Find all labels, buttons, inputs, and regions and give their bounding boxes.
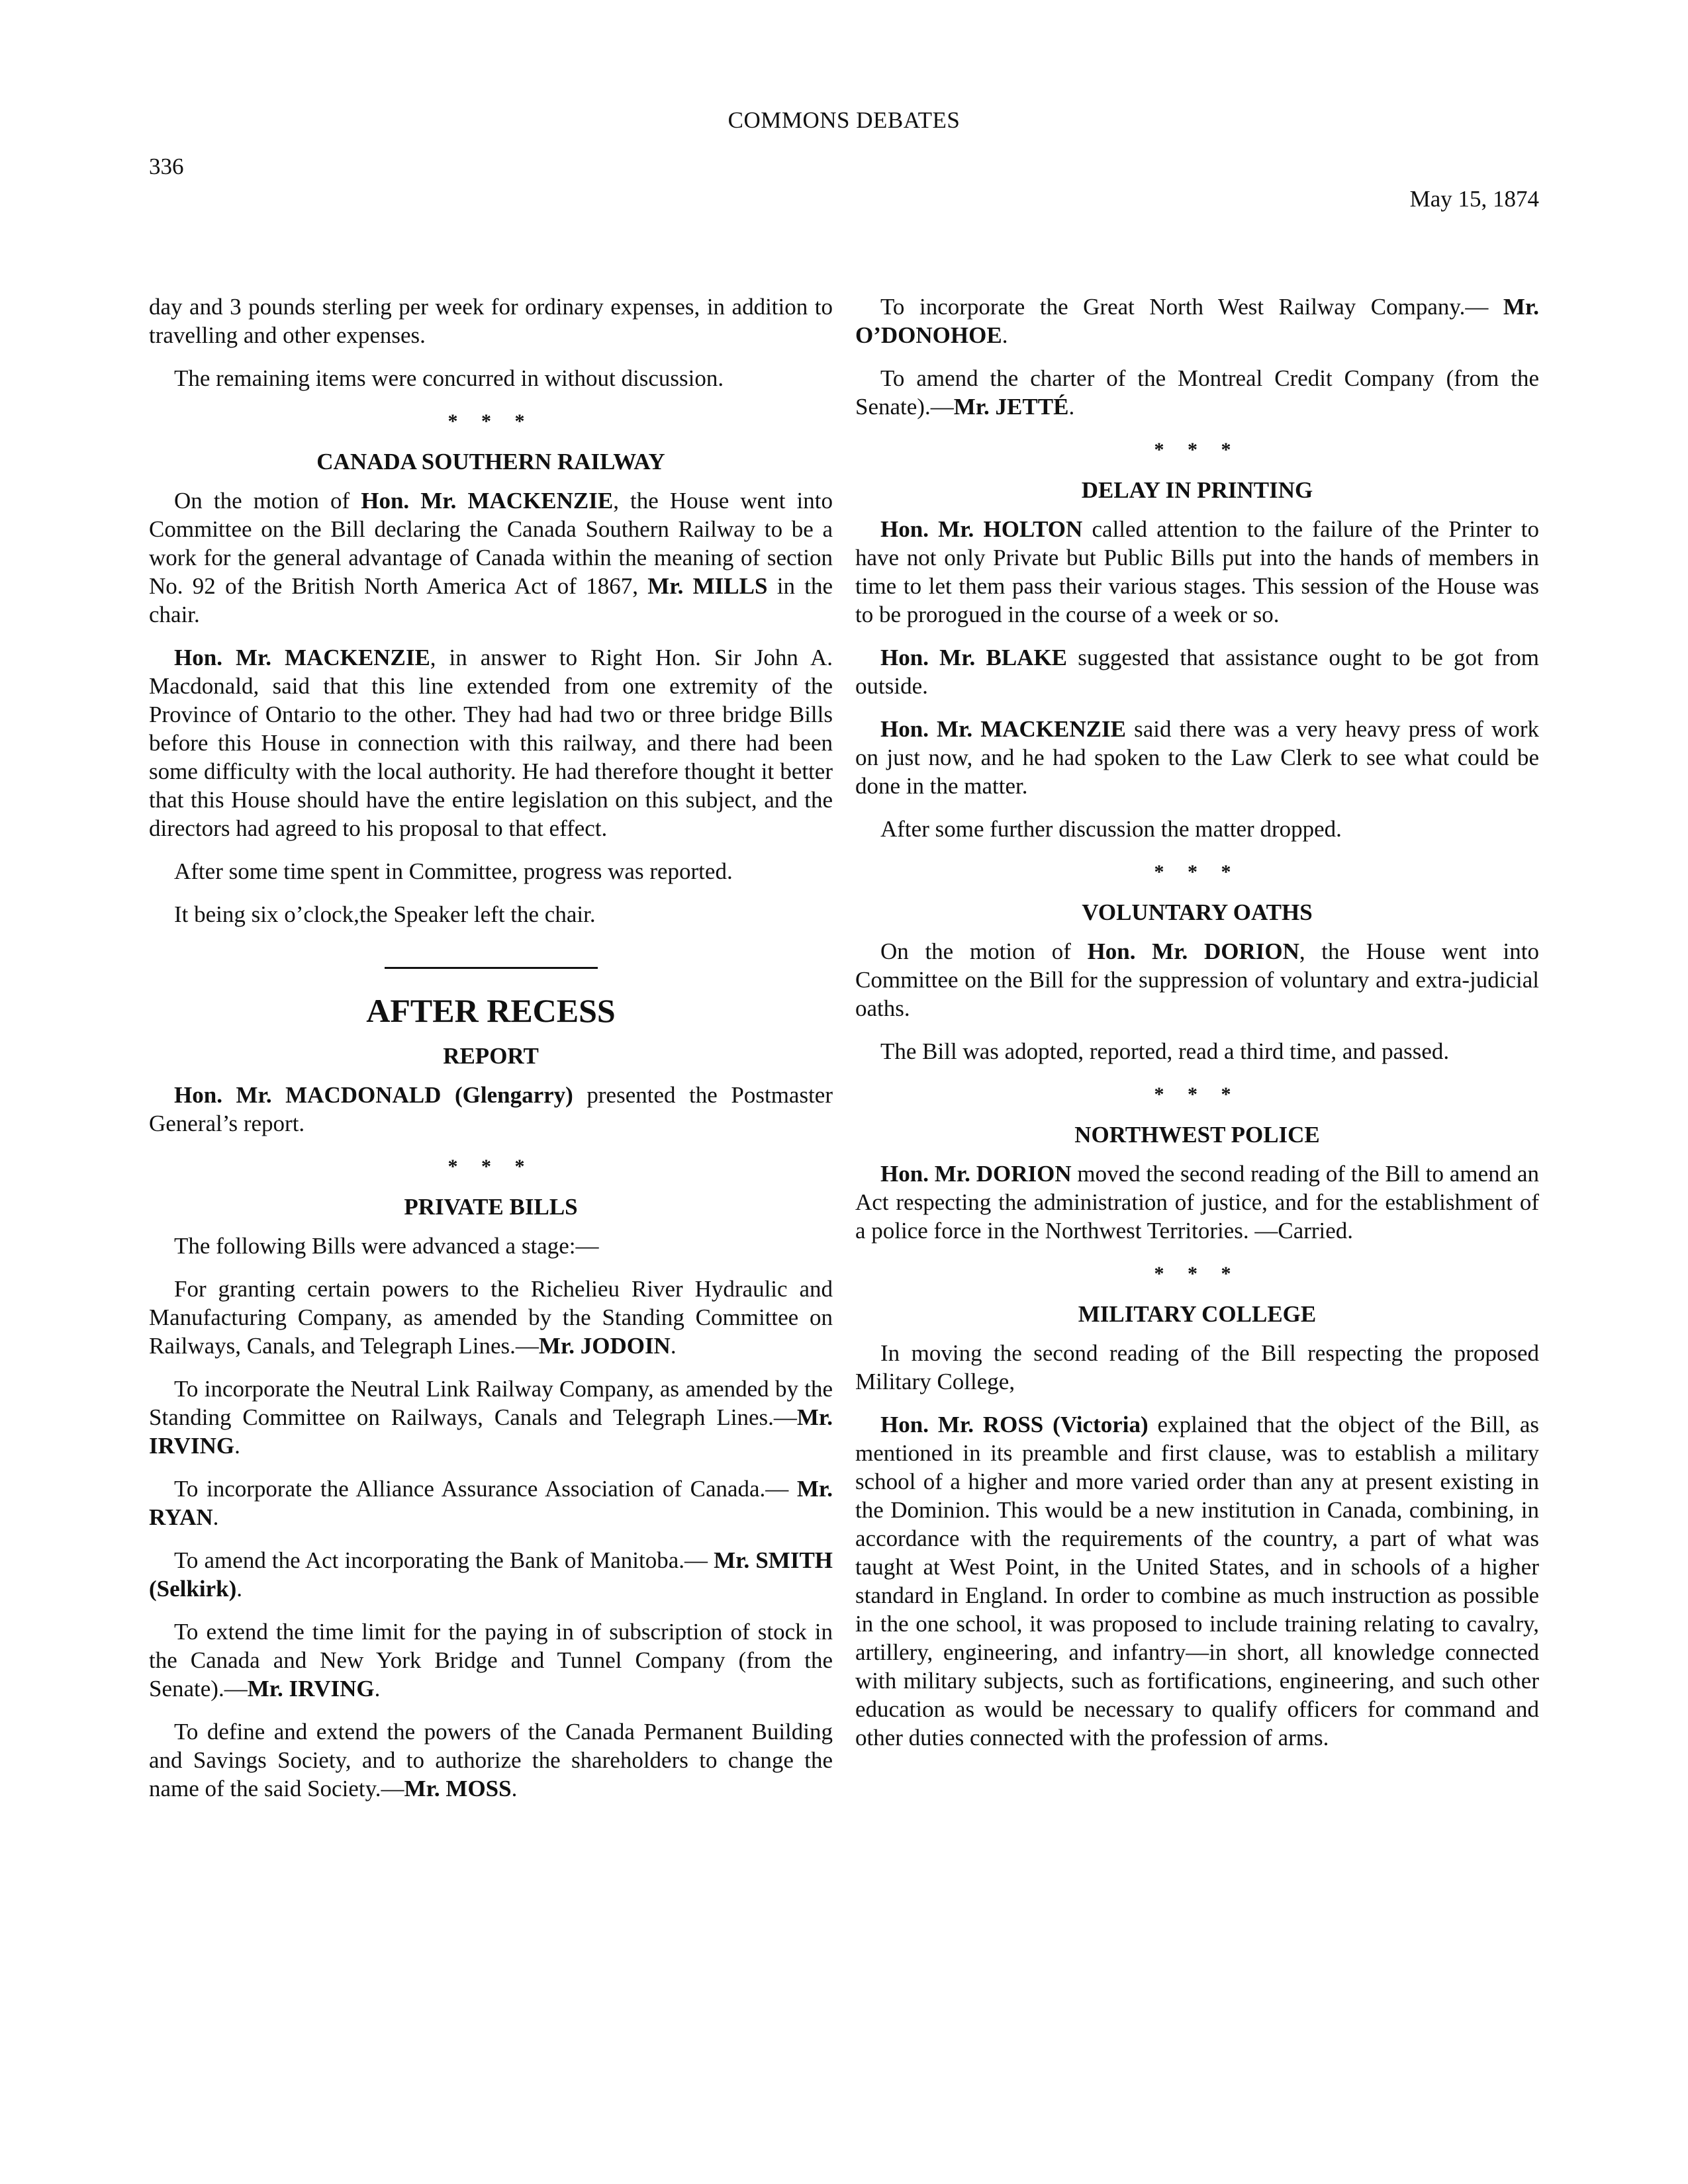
paragraph: Hon. Mr. MACDONALD (Glengarry) presented the Postmaster General’s report. xyxy=(149,1082,833,1136)
paragraph: The remaining items were concurred in without discussion. xyxy=(174,365,724,391)
paragraph-continued: day and 3 pounds sterling per week for ordinary expenses, in addition to travelling and other expenses. xyxy=(149,294,833,348)
speaker-name: Hon. Mr. ROSS (Victoria) xyxy=(880,1412,1149,1437)
paragraph: Hon. Mr. DORION moved the second reading of the Bill to amend an Act respecting the administration of justice, and for the establishment of a police force in the Northwest Territories. —Carried. xyxy=(855,1161,1539,1244)
right-column xyxy=(855,293,1539,1766)
heading-voluntary-oaths: VOLUNTARY OATHS xyxy=(1082,899,1313,925)
paragraph: Hon. Mr. ROSS (Victoria) explained that the object of the Bill, as mentioned in its preamble and first clause, was to establish a military school of a higher and more varied order than any at present existing in the Dominion. This would be a new institution in Canada, combining, in accordance with the requirements of the country, a part of what was taught at West Point, in the United States, and in schools of a higher standard in England. In order to combine as much instruction as possible in the one school, it was proposed to include training relating to cavalry, artillery, engineering, and infantry—in short, all knowledge connected with military subjects, such as fortifications, engineering, and such other education as would be necessary to qualify officers for command and other duties connected with the profession of arms. xyxy=(855,1412,1539,1751)
speaker-name: Mr. MOSS xyxy=(404,1776,512,1801)
bill-item: For granting certain powers to the Richelieu River Hydraulic and Manufacturing Company, as amended by the Standing Committee on Railways, Canals, and Telegraph Lines.—Mr. JODOIN. xyxy=(149,1276,833,1359)
speaker-name: Mr. IRVING xyxy=(247,1676,375,1702)
bill-item: To amend the charter of the Montreal Credit Company (from the Senate).—Mr. JETTÉ. xyxy=(855,365,1539,420)
speaker-name: Hon. Mr. MACKENZIE xyxy=(174,645,430,670)
section-separator: * * * xyxy=(447,1156,534,1177)
section-separator: * * * xyxy=(447,410,534,432)
speaker-name: Hon. Mr. MACKENZIE xyxy=(361,488,614,514)
heading-after-recess: AFTER RECESS xyxy=(366,992,616,1029)
paragraph: In moving the second reading of the Bill respecting the proposed Military College, xyxy=(855,1340,1539,1394)
heading-report: REPORT xyxy=(443,1043,539,1069)
section-separator: * * * xyxy=(1154,861,1241,883)
speaker-name: Hon. Mr. DORION xyxy=(880,1161,1072,1187)
heading-canada-southern-railway: CANADA SOUTHERN RAILWAY xyxy=(316,449,665,475)
heading-delay-in-printing: DELAY IN PRINTING xyxy=(1081,477,1313,503)
bill-item: To incorporate the Neutral Link Railway Company, as amended by the Standing Committee on Railways, Canals and Telegraph Lines.—Mr. IRVING. xyxy=(149,1376,833,1459)
speaker-name: Mr. JODOIN xyxy=(538,1333,671,1359)
heading-northwest-police: NORTHWEST POLICE xyxy=(1074,1122,1320,1148)
speaker-name: Mr. RYAN xyxy=(149,1476,833,1530)
section-separator: * * * xyxy=(1154,1083,1241,1105)
speaker-name: Hon. Mr. MACKENZIE xyxy=(880,716,1126,742)
heading-private-bills: PRIVATE BILLS xyxy=(404,1194,578,1220)
section-separator: * * * xyxy=(1154,439,1241,461)
bill-item: To amend the Act incorporating the Bank of Manitoba.— Mr. SMITH (Selkirk). xyxy=(149,1547,833,1602)
bill-item: To incorporate the Great North West Railway Company.— Mr. O’DONOHOE. xyxy=(855,294,1539,348)
speaker-name: Hon. Mr. HOLTON xyxy=(880,516,1083,542)
paragraph: The Bill was adopted, reported, read a third time, and passed. xyxy=(880,1038,1450,1064)
paragraph: Hon. Mr. HOLTON called attention to the failure of the Printer to have not only Private but Public Bills put into the hands of members in time to let them pass their various stages. This session of the House was to be prorogued in the course of a week or so. xyxy=(855,516,1539,627)
paragraph: The following Bills were advanced a stage:— xyxy=(174,1233,599,1259)
paragraph: After some further discussion the matter dropped. xyxy=(880,816,1342,842)
running-header: COMMONS DEBATES xyxy=(727,107,961,133)
speaker-name: Mr. MILLS xyxy=(647,573,768,599)
paragraph: Hon. Mr. BLAKE suggested that assistance ought to be got from outside. xyxy=(855,645,1539,699)
bill-item: To incorporate the Alliance Assurance Association of Canada.— Mr. RYAN. xyxy=(149,1476,833,1530)
left-column xyxy=(149,293,833,1817)
paragraph: On the motion of Hon. Mr. MACKENZIE, the House went into Committee on the Bill declaring the Canada Southern Railway to be a work for the general advantage of Canada within the meaning of section No. 92 of the British North America Act of 1867, Mr. MILLS in the chair. xyxy=(149,488,833,627)
speaker-name: Mr. O’DONOHOE xyxy=(855,294,1539,348)
speaker-name: Mr. IRVING xyxy=(149,1404,833,1459)
paragraph: Hon. Mr. MACKENZIE said there was a very heavy press of work on just now, and he had spoken to the Law Clerk to see what could be done in the matter. xyxy=(855,716,1539,799)
speaker-name: Mr. SMITH (Selkirk) xyxy=(149,1547,833,1602)
horizontal-rule xyxy=(385,967,598,969)
speaker-name: Hon. Mr. MACDONALD (Glengarry) xyxy=(174,1082,573,1108)
bill-item: To extend the time limit for the paying in of subscription of stock in the Canada and New York Bridge and Tunnel Company (from the Senate).—Mr. IRVING. xyxy=(149,1619,833,1702)
paragraph: It being six o’clock,the Speaker left the chair. xyxy=(174,901,596,927)
section-separator: * * * xyxy=(1154,1263,1241,1285)
paragraph: After some time spent in Committee, progress was reported. xyxy=(174,858,733,884)
speaker-name: Hon. Mr. DORION xyxy=(1087,938,1299,964)
page-number: 336 xyxy=(149,154,184,179)
paragraph: On the motion of Hon. Mr. DORION, the House went into Committee on the Bill for the suppression of voluntary and extra-judicial oaths. xyxy=(855,938,1539,1021)
bill-item: To define and extend the powers of the Canada Permanent Building and Savings Society, and to authorize the shareholders to change the name of the said Society.—Mr. MOSS. xyxy=(149,1719,833,1801)
speaker-name: Mr. JETTÉ xyxy=(953,394,1069,420)
paragraph: Hon. Mr. MACKENZIE, in answer to Right Hon. Sir John A. Macdonald, said that this line extended from one extremity of the Province of Ontario to the other. They had had two or three bridge Bills before this House in connection with this railway, and there had been some difficulty with the local authority. He had therefore thought it better that this House should have the entire legislation on this subject, and the directors had agreed to his proposal to that effect. xyxy=(149,645,833,841)
page-date: May 15, 1874 xyxy=(1409,186,1539,212)
heading-military-college: MILITARY COLLEGE xyxy=(1078,1301,1317,1327)
speaker-name: Hon. Mr. BLAKE xyxy=(880,645,1068,670)
